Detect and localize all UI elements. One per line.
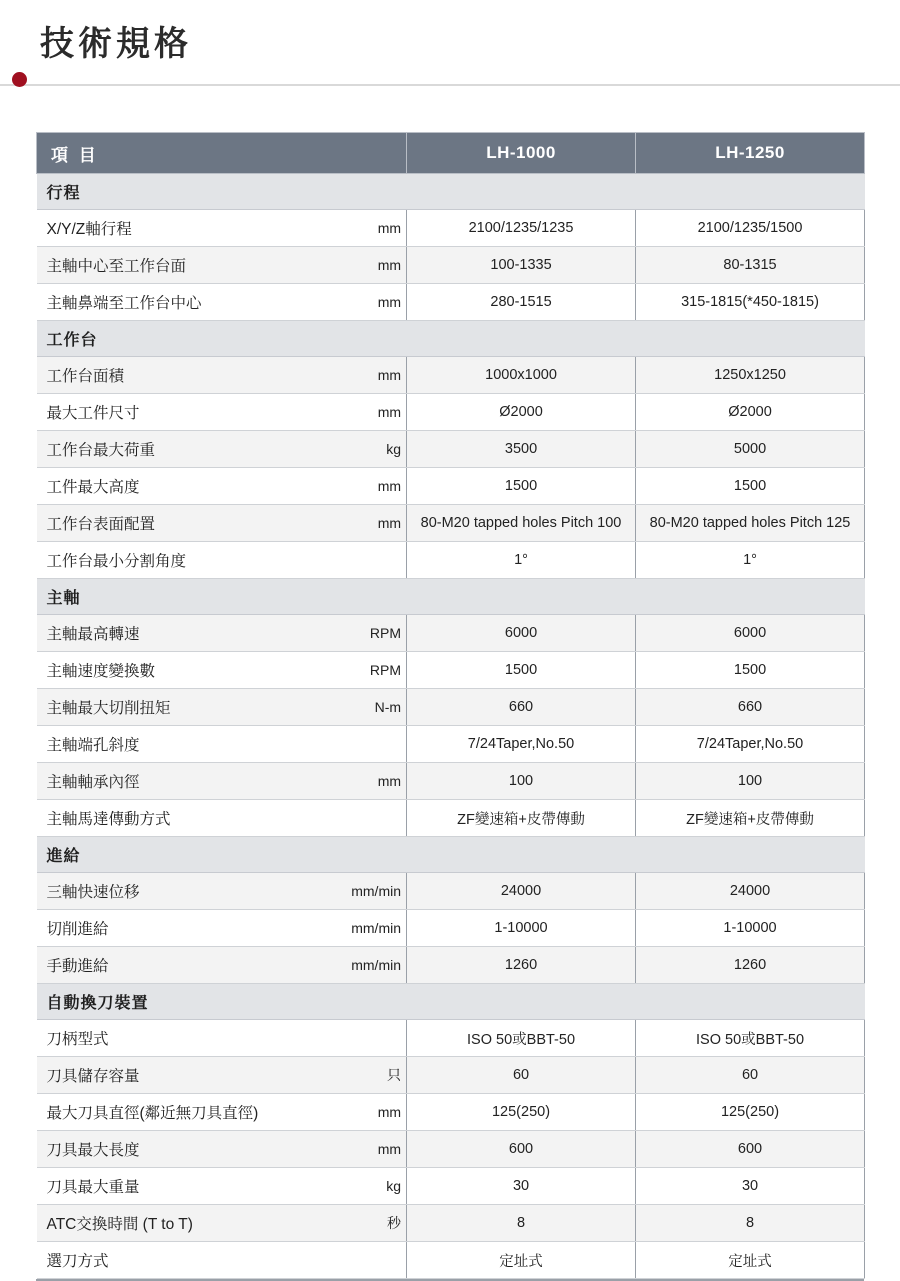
table-row — [37, 284, 865, 321]
row-item-label: X/Y/Z軸行程 — [37, 210, 337, 247]
table-row — [37, 615, 865, 652]
page-header — [0, 0, 900, 86]
group-label: 工作台 — [37, 321, 865, 357]
group-row — [37, 837, 865, 873]
row-value-lh1000: 1260 — [407, 947, 636, 984]
table-row — [37, 1205, 865, 1242]
row-value-lh1250: 60 — [636, 1057, 865, 1094]
row-value-lh1000: 7/24Taper,No.50 — [407, 726, 636, 763]
row-unit: kg — [337, 1168, 407, 1205]
row-item-label: ATC交換時間 (T to T) — [37, 1205, 337, 1242]
row-unit — [337, 1020, 407, 1057]
row-unit: mm — [337, 357, 407, 394]
row-unit — [337, 800, 407, 837]
group-label: 主軸 — [37, 579, 865, 615]
table-row — [37, 247, 865, 284]
row-unit: kg — [337, 431, 407, 468]
row-unit: mm — [337, 763, 407, 800]
specifications-table — [36, 132, 865, 1279]
row-unit — [337, 542, 407, 579]
row-item-label: 選刀方式 — [37, 1242, 337, 1279]
row-item-label: 刀柄型式 — [37, 1020, 337, 1057]
row-value-lh1000: 定址式 — [407, 1242, 636, 1279]
row-value-lh1250: 315-1815(*450-1815) — [636, 284, 865, 321]
table-row — [37, 468, 865, 505]
table-row — [37, 1242, 865, 1279]
row-value-lh1000: 80-M20 tapped holes Pitch 100 — [407, 505, 636, 542]
table-header-row — [37, 133, 865, 174]
row-unit: 只 — [337, 1057, 407, 1094]
row-value-lh1000: 1500 — [407, 468, 636, 505]
row-item-label: 主軸最大切削扭矩 — [37, 689, 337, 726]
row-unit: N-m — [337, 689, 407, 726]
column-header-lh1250: LH-1250 — [636, 133, 865, 174]
row-value-lh1000: 8 — [407, 1205, 636, 1242]
row-item-label: 工件最大高度 — [37, 468, 337, 505]
row-item-label: 最大工件尺寸 — [37, 394, 337, 431]
row-item-label: 主軸最高轉速 — [37, 615, 337, 652]
table-row — [37, 394, 865, 431]
row-value-lh1250: 定址式 — [636, 1242, 865, 1279]
row-value-lh1000: ISO 50或BBT-50 — [407, 1020, 636, 1057]
row-unit: mm — [337, 505, 407, 542]
group-row — [37, 174, 865, 210]
row-value-lh1000: 280-1515 — [407, 284, 636, 321]
row-value-lh1250: 1° — [636, 542, 865, 579]
row-item-label: 最大刀具直徑(鄰近無刀具直徑) — [37, 1094, 337, 1131]
row-value-lh1250: 100 — [636, 763, 865, 800]
row-unit: mm/min — [337, 873, 407, 910]
row-unit: mm/min — [337, 910, 407, 947]
group-row — [37, 579, 865, 615]
table-row — [37, 357, 865, 394]
row-item-label: 工作台最小分割角度 — [37, 542, 337, 579]
row-item-label: 刀具最大重量 — [37, 1168, 337, 1205]
table-row — [37, 542, 865, 579]
row-value-lh1000: 6000 — [407, 615, 636, 652]
row-value-lh1000: 1500 — [407, 652, 636, 689]
row-value-lh1000: 125(250) — [407, 1094, 636, 1131]
row-item-label: 工作台表面配置 — [37, 505, 337, 542]
table-body — [37, 174, 865, 1279]
row-item-label: 工作台面積 — [37, 357, 337, 394]
row-item-label: 手動進給 — [37, 947, 337, 984]
row-value-lh1250: 80-1315 — [636, 247, 865, 284]
table-row — [37, 1020, 865, 1057]
row-value-lh1000: 1000x1000 — [407, 357, 636, 394]
table-row — [37, 652, 865, 689]
row-value-lh1250: Ø2000 — [636, 394, 865, 431]
table-row — [37, 910, 865, 947]
row-value-lh1250: 6000 — [636, 615, 865, 652]
row-unit — [337, 726, 407, 763]
row-unit: 秒 — [337, 1205, 407, 1242]
row-value-lh1000: 660 — [407, 689, 636, 726]
table-row — [37, 689, 865, 726]
group-row — [37, 984, 865, 1020]
table-row — [37, 1057, 865, 1094]
row-unit — [337, 1242, 407, 1279]
row-value-lh1250: 1500 — [636, 468, 865, 505]
group-label: 行程 — [37, 174, 865, 210]
row-item-label: 工作台最大荷重 — [37, 431, 337, 468]
row-unit: mm/min — [337, 947, 407, 984]
row-value-lh1250: 7/24Taper,No.50 — [636, 726, 865, 763]
table-row — [37, 505, 865, 542]
row-item-label: 主軸中心至工作台面 — [37, 247, 337, 284]
row-value-lh1250: 1500 — [636, 652, 865, 689]
group-label: 自動換刀裝置 — [37, 984, 865, 1020]
table-row — [37, 431, 865, 468]
row-item-label: 刀具儲存容量 — [37, 1057, 337, 1094]
row-value-lh1000: 1-10000 — [407, 910, 636, 947]
row-unit: mm — [337, 247, 407, 284]
row-value-lh1000: 600 — [407, 1131, 636, 1168]
row-unit: mm — [337, 1131, 407, 1168]
row-value-lh1000: ZF變速箱+皮帶傳動 — [407, 800, 636, 837]
row-value-lh1250: 125(250) — [636, 1094, 865, 1131]
table-row — [37, 947, 865, 984]
row-item-label: 主軸端孔斜度 — [37, 726, 337, 763]
page-title: 技術規格 — [40, 25, 192, 63]
row-value-lh1250: 1250x1250 — [636, 357, 865, 394]
row-value-lh1000: 100-1335 — [407, 247, 636, 284]
row-value-lh1250: 600 — [636, 1131, 865, 1168]
table-row — [37, 1168, 865, 1205]
row-value-lh1250: 2100/1235/1500 — [636, 210, 865, 247]
table-row — [37, 210, 865, 247]
group-label: 進給 — [37, 837, 865, 873]
spec-table-container — [36, 132, 864, 1279]
row-value-lh1000: 24000 — [407, 873, 636, 910]
row-value-lh1000: 2100/1235/1235 — [407, 210, 636, 247]
accent-dot-icon — [12, 72, 27, 87]
group-row — [37, 321, 865, 357]
table-row — [37, 726, 865, 763]
row-value-lh1000: 100 — [407, 763, 636, 800]
table-row — [37, 800, 865, 837]
table-row — [37, 1131, 865, 1168]
row-value-lh1250: 30 — [636, 1168, 865, 1205]
row-value-lh1250: 1-10000 — [636, 910, 865, 947]
row-item-label: 三軸快速位移 — [37, 873, 337, 910]
row-value-lh1250: 5000 — [636, 431, 865, 468]
row-value-lh1250: 660 — [636, 689, 865, 726]
row-unit: mm — [337, 284, 407, 321]
column-header-item: 項 目 — [37, 133, 407, 174]
row-value-lh1250: 1260 — [636, 947, 865, 984]
row-unit: mm — [337, 394, 407, 431]
row-value-lh1250: 80-M20 tapped holes Pitch 125 — [636, 505, 865, 542]
row-unit: mm — [337, 210, 407, 247]
row-value-lh1000: 30 — [407, 1168, 636, 1205]
row-item-label: 主軸軸承內徑 — [37, 763, 337, 800]
column-header-lh1000: LH-1000 — [407, 133, 636, 174]
row-item-label: 主軸馬達傳動方式 — [37, 800, 337, 837]
row-item-label: 主軸鼻端至工作台中心 — [37, 284, 337, 321]
row-value-lh1000: 1° — [407, 542, 636, 579]
row-item-label: 切削進給 — [37, 910, 337, 947]
row-unit: RPM — [337, 652, 407, 689]
row-item-label: 刀具最大長度 — [37, 1131, 337, 1168]
table-row — [37, 1094, 865, 1131]
row-value-lh1250: ISO 50或BBT-50 — [636, 1020, 865, 1057]
row-unit: mm — [337, 1094, 407, 1131]
row-item-label: 主軸速度變換數 — [37, 652, 337, 689]
row-value-lh1000: Ø2000 — [407, 394, 636, 431]
row-unit: mm — [337, 468, 407, 505]
row-value-lh1000: 3500 — [407, 431, 636, 468]
row-unit: RPM — [337, 615, 407, 652]
table-row — [37, 873, 865, 910]
row-value-lh1250: 8 — [636, 1205, 865, 1242]
row-value-lh1250: 24000 — [636, 873, 865, 910]
row-value-lh1000: 60 — [407, 1057, 636, 1094]
row-value-lh1250: ZF變速箱+皮帶傳動 — [636, 800, 865, 837]
table-header — [37, 133, 865, 174]
table-row — [37, 763, 865, 800]
